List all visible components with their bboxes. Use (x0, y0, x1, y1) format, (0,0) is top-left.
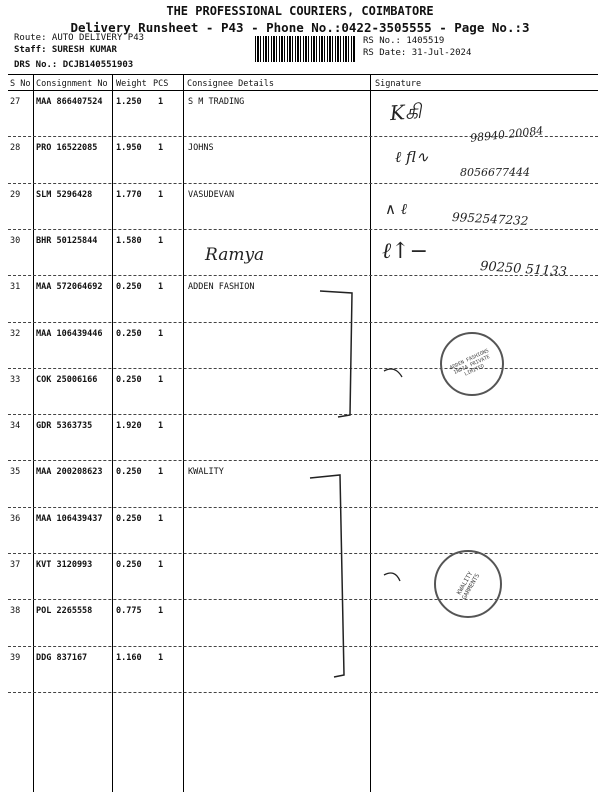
barcode (255, 36, 355, 62)
row-consignment-no: SLM 5296428 (36, 189, 93, 200)
row-weight: 0.250 (116, 374, 142, 385)
kwality-stamp: KWALITY GARMENTS (434, 550, 502, 618)
signature-27: Kகி (389, 98, 423, 126)
col-header-sno: S No (10, 79, 31, 89)
row-sno: 28 (10, 143, 21, 154)
row-consignee: KWALITY (188, 467, 224, 478)
row-divider (8, 692, 598, 693)
row-pcs: 1 (158, 421, 164, 432)
row-sno: 27 (10, 97, 21, 107)
signature-30: ℓ↑− (382, 239, 429, 264)
row-pcs: 1 (158, 143, 164, 154)
row-consignment-no: MAA 866407524 (36, 97, 103, 107)
staff-label: Staff: SURESH KUMAR (14, 45, 117, 55)
row-consignment-no: COK 25006166 (36, 374, 98, 385)
row-pcs: 1 (158, 467, 164, 478)
row-pcs: 1 (158, 235, 164, 246)
row-sno: 35 (10, 467, 21, 478)
row-sno: 29 (10, 189, 21, 200)
row-sno: 37 (10, 560, 21, 570)
signature-30-phone: 90250 51133 (479, 258, 568, 281)
row-pcs: 1 (158, 606, 164, 617)
rs-number: RS No.: 1405519 (363, 36, 445, 46)
row-divider (8, 183, 598, 184)
signature-27-phone: 98940 20084 (469, 124, 544, 145)
row-consignment-no: GDR 5363735 (36, 421, 93, 432)
col-header-signature: Signature (375, 79, 422, 89)
company-title: THE PROFESSIONAL COURIERS, COIMBATORE (166, 4, 434, 18)
row-sno: 39 (10, 652, 21, 663)
table-top-border (8, 74, 598, 75)
drs-number: DRS No.: DCJB140551903 (14, 60, 134, 70)
handwritten-name-30: Ramya (205, 245, 265, 265)
row-consignment-no: MAA 106439437 (36, 513, 103, 524)
row-sno: 36 (10, 513, 21, 524)
rs-date: RS Date: 31-Jul-2024 (363, 48, 472, 58)
col-header-consignee: Consignee Details (187, 79, 274, 89)
route-label: Route: AUTO DELIVERY P43 (14, 33, 145, 43)
row-consignment-no: MAA 572064692 (36, 282, 103, 293)
row-weight: 0.775 (116, 606, 142, 617)
row-weight: 1.160 (116, 652, 142, 663)
signature-28: ℓ fl∿ (395, 148, 429, 166)
signature-28-phone: 8056677444 (460, 166, 530, 179)
row-sno: 32 (10, 328, 21, 339)
row-weight: 0.250 (116, 282, 142, 293)
row-pcs: 1 (158, 189, 164, 200)
row-pcs: 1 (158, 374, 164, 385)
row-weight: 1.770 (116, 189, 142, 200)
row-weight: 1.950 (116, 143, 142, 154)
row-sno: 38 (10, 606, 21, 617)
row-divider (8, 229, 598, 230)
row-sno: 30 (10, 235, 21, 246)
row-pcs: 1 (158, 328, 164, 339)
row-consignment-no: DDG 837167 (36, 652, 88, 663)
row-pcs: 1 (158, 513, 164, 524)
row-pcs: 1 (158, 97, 164, 107)
col-header-pcs: PCS (153, 79, 169, 89)
row-consignee: JOHNS (188, 143, 214, 154)
row-weight: 1.250 (116, 97, 142, 107)
row-consignment-no: MAA 200208623 (36, 467, 103, 478)
row-sno: 31 (10, 282, 21, 293)
row-weight: 1.920 (116, 421, 142, 432)
row-consignment-no: KVT 3120993 (36, 560, 93, 570)
row-consignment-no: PRO 16522085 (36, 143, 98, 154)
signature-29-phone: 9952547232 (451, 210, 529, 228)
row-consignment-no: POL 2265558 (36, 606, 93, 617)
row-weight: 1.580 (116, 235, 142, 246)
row-pcs: 1 (158, 652, 164, 663)
runsheet-subtitle: Delivery Runsheet - P43 - Phone No.:0422-3505555 - Page No.:3 (70, 20, 530, 35)
row-consignee: ADDEN FASHION (188, 282, 255, 293)
row-consignee: S M TRADING (188, 97, 245, 107)
row-weight: 0.250 (116, 467, 142, 478)
signature-29: ∧ ℓ (385, 200, 407, 218)
col-header-weight: Weight (116, 79, 147, 89)
row-weight: 0.250 (116, 513, 142, 524)
row-consignment-no: MAA 106439446 (36, 328, 103, 339)
row-weight: 0.250 (116, 328, 142, 339)
table-header-border (8, 90, 598, 91)
row-pcs: 1 (158, 282, 164, 293)
adden-stamp: ADDEN FASHIONS INDIA PRIVATE LIMITED (440, 332, 504, 396)
row-consignee: VASUDEVAN (188, 189, 235, 200)
col-header-consignment: Consignment No (36, 79, 108, 89)
row-consignment-no: BHR 50125844 (36, 235, 98, 246)
row-sno: 33 (10, 374, 21, 385)
row-sno: 34 (10, 421, 21, 432)
row-weight: 0.250 (116, 560, 142, 570)
row-pcs: 1 (158, 560, 164, 570)
